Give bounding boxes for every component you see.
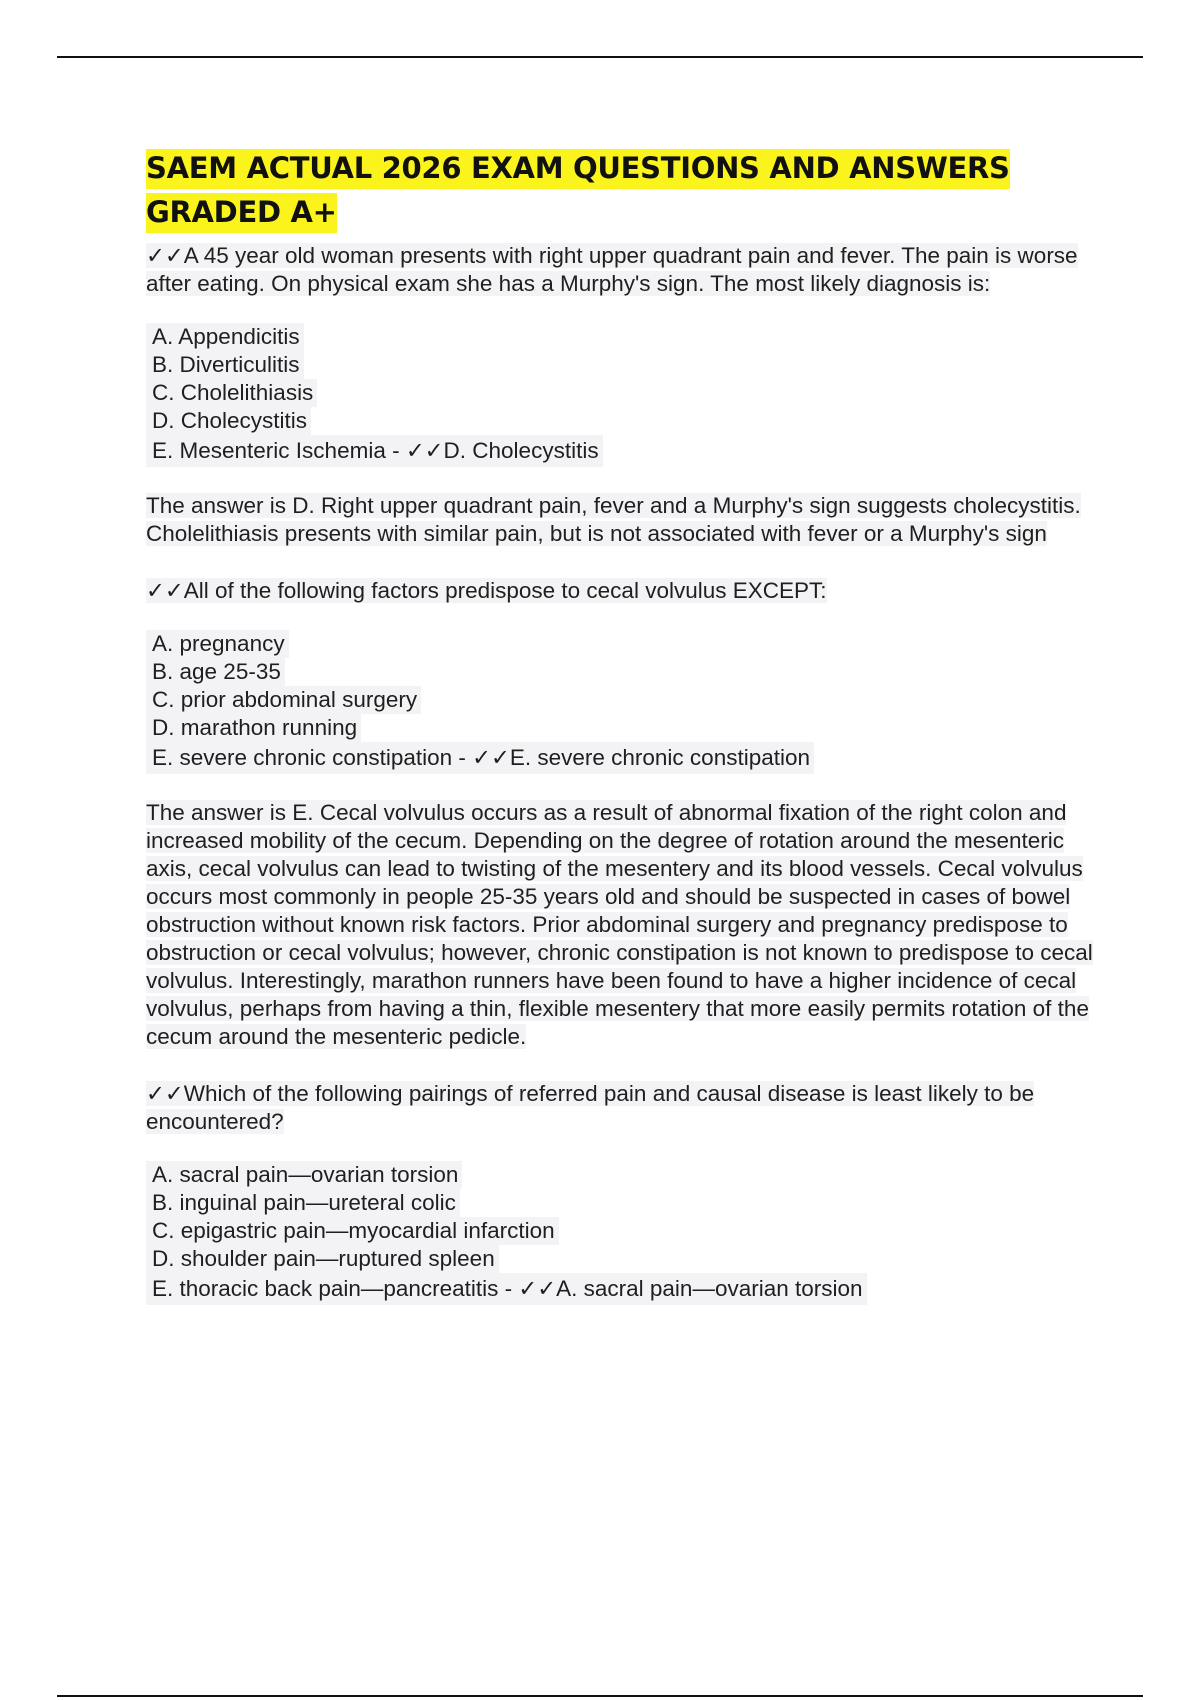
answer-explanation [146,492,1096,548]
option-item [146,1245,1096,1273]
option-text: D. marathon running [146,714,361,742]
option-text: C. Cholelithiasis [146,379,317,407]
option-item-with-answer [146,742,1096,774]
header-rule [57,56,1143,58]
explanation-text: The answer is E. Cecal volvulus occurs as a result of abnormal fixation of the right colon and increased mobility of the cecum. Depending on the degree of rotation around the mesenteric axis, cecal volvulus can lead to twisting of the mesentery and its blood vessels. Cecal volvulus occurs most commonly in people 25-35 years old and should be suspected in cases of bowel obstruction without known risk factors. Prior abdominal surgery and pregnancy predispose to obstruction or cecal volvulus; however, chronic constipation is not known to predispose to cecal volvulus. Interestingly, marathon runners have been found to have a higher incidence of cecal volvulus, perhaps from having a thin, flexible mesentery that more easily permits rotation of the cecum around the mesenteric pedicle. [146,800,1093,1049]
explanation-text: The answer is D. Right upper quadrant pain, fever and a Murphy's sign suggests cholecystitis. Cholelithiasis presents with similar pain, but is not associated with fever or a Murphy's sign [146,493,1081,546]
question-block-3 [146,1080,1096,1305]
options-list [146,323,1096,467]
option-text: A. sacral pain—ovarian torsion [146,1161,462,1189]
option-text: E. severe chronic constipation - ✓✓E. severe chronic constipation [146,742,814,774]
option-item [146,379,1096,407]
document-title [146,146,1096,234]
option-text: D. shoulder pain—ruptured spleen [146,1245,499,1273]
question-block-1 [146,242,1096,548]
question-text [146,577,1096,605]
footer-rule [57,1695,1143,1697]
question-block-2 [146,577,1096,1051]
question-text-span: ✓✓All of the following factors predispose to cecal volvulus EXCEPT: [146,578,827,603]
document-body [146,146,1096,1330]
title-highlight: SAEM ACTUAL 2026 EXAM QUESTIONS AND ANSWERS GRADED A+ [146,149,1010,233]
option-text: E. Mesenteric Ischemia - ✓✓D. Cholecystitis [146,435,603,467]
option-item [146,658,1096,686]
option-item [146,1217,1096,1245]
option-text: D. Cholecystitis [146,407,311,435]
question-text [146,1080,1096,1136]
option-item [146,407,1096,435]
option-item [146,630,1096,658]
option-item [146,1189,1096,1217]
option-item [146,323,1096,351]
option-text: A. Appendicitis [146,323,304,351]
option-text: B. age 25-35 [146,658,285,686]
question-text-span: ✓✓A 45 year old woman presents with right upper quadrant pain and fever. The pain is worse after eating. On physical exam she has a Murphy's sign. The most likely diagnosis is: [146,243,1078,296]
option-item [146,714,1096,742]
option-text: A. pregnancy [146,630,289,658]
option-text: E. thoracic back pain—pancreatitis - ✓✓A. sacral pain—ovarian torsion [146,1273,867,1305]
option-item [146,351,1096,379]
question-text-span: ✓✓Which of the following pairings of referred pain and causal disease is least likely to be encountered? [146,1081,1035,1134]
option-item-with-answer [146,435,1096,467]
option-item [146,686,1096,714]
option-text: C. epigastric pain—myocardial infarction [146,1217,559,1245]
question-text [146,242,1096,298]
option-text: B. Diverticulitis [146,351,304,379]
option-item [146,1161,1096,1189]
answer-explanation [146,799,1096,1051]
option-text: C. prior abdominal surgery [146,686,421,714]
options-list [146,630,1096,774]
options-list [146,1161,1096,1305]
option-text: B. inguinal pain—ureteral colic [146,1189,460,1217]
option-item-with-answer [146,1273,1096,1305]
